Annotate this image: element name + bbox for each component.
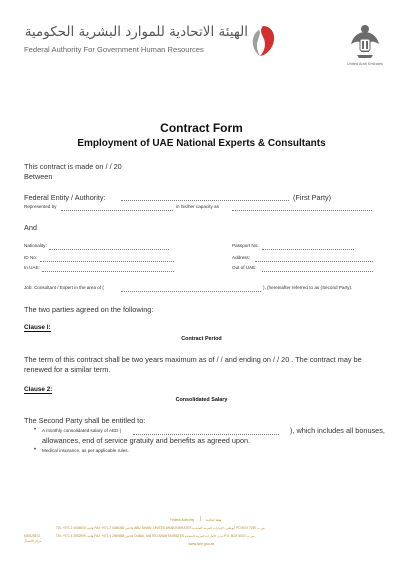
footer-abu-dhabi-contacts: TEL +971 2 4036000 هاتف FAX +971 2 4036362 فاكس ABU DHABI, UNITED ARAB EMIRATES أبوظبي، الإمارات العربية المتحدة PO BOX 7290 ص.ب — [56, 526, 265, 530]
footer-divider-icon: | — [200, 516, 202, 522]
clause-2-heading: Consolidated Salary — [175, 397, 228, 403]
id-no-label: ID No: — [24, 255, 38, 260]
entitled-line: The Second Party shall be entitled to: — [24, 416, 146, 425]
represented-by-label: Represented by — [24, 204, 57, 209]
out-of-uae-label: Out of UAE: — [232, 265, 257, 270]
intro-line: This contract is made on / / 20 — [24, 162, 122, 171]
clause-1-heading: Contract Period — [181, 336, 222, 342]
address-label: Address: — [232, 255, 251, 260]
out-of-uae-field[interactable] — [262, 266, 373, 272]
footer-contact-code: 600525574 — [24, 534, 40, 538]
capacity-field[interactable] — [232, 205, 372, 211]
footer-authority-en: Federal Authority — [170, 518, 195, 522]
footer-dubai-contacts: TEL +971 4 2952999 هاتف FAX +971 4 2959888 فاكس DUBAI, UNITED ARAB EMIRATES دبي، الإمارات العربية المتحدة P.O. BOX 5002 ص.ب — [56, 534, 255, 538]
nationality-field[interactable] — [49, 244, 169, 250]
represented-by-field[interactable] — [61, 205, 173, 211]
passport-field[interactable] — [262, 244, 354, 250]
salary-bullet-suffix: ), which includes all bonuses, — [290, 426, 385, 435]
clause-1-text: The term of this contract shall be two years maximum as of / / and ending on / / 20 . The contract may be — [24, 355, 362, 364]
nationality-label: Nationality: — [24, 243, 47, 248]
page-title: Contract Form — [160, 121, 243, 135]
address-field[interactable] — [255, 256, 373, 262]
in-uae-label: In UAE: — [24, 265, 40, 270]
fahr-logo-icon — [250, 24, 276, 58]
entity-label: Federal Entity / Authority: — [24, 193, 106, 202]
job-area-field[interactable] — [121, 286, 261, 292]
salary-bullet: • A monthly consolidated salary of AED ( — [42, 428, 121, 433]
emblem-caption: United Arab Emirates — [347, 62, 383, 66]
salary-bullet-cont: allowances, end of service gratuity and benefits as agreed upon. — [42, 436, 251, 445]
footer-contact-center: مركز الاتصال — [24, 539, 42, 543]
entity-field[interactable] — [121, 195, 289, 201]
clause-2-label: Clause 2: — [24, 386, 53, 393]
english-authority-name: Federal Authority For Government Human Resources — [24, 45, 204, 54]
capacity-label: in his/her capacity as — [176, 204, 219, 209]
agreement-line: The two parties agreed on the following: — [24, 305, 154, 314]
page-subtitle: Employment of UAE National Experts & Consultants — [77, 138, 326, 149]
between-label: Between — [24, 172, 53, 181]
footer-website-link[interactable]: www.fahr.gov.ae — [188, 542, 215, 546]
second-party-label: ), (hereinafter referred to as (Second Party). — [263, 285, 353, 290]
and-label: And — [24, 223, 37, 232]
arabic-authority-name: الهيئة الاتحادية للموارد البشرية الحكومية — [24, 24, 248, 40]
first-party-label: (First Party) — [293, 193, 332, 202]
salary-field[interactable] — [133, 429, 279, 435]
job-label: Job: Consultant / Expert in the area of ( — [24, 285, 104, 290]
medical-bullet: • Medical insurance, as per applicable rules. — [42, 448, 129, 453]
passport-label: Passport No: — [232, 243, 259, 248]
clause-1-label: Clause I: — [24, 324, 51, 331]
id-no-field[interactable] — [40, 256, 174, 262]
in-uae-field[interactable] — [42, 266, 174, 272]
clause-1-text-cont: renewed for a similar term. — [24, 365, 111, 374]
footer-authority-ar: هيئة اتحادية — [206, 518, 222, 522]
uae-emblem-icon — [349, 22, 381, 60]
